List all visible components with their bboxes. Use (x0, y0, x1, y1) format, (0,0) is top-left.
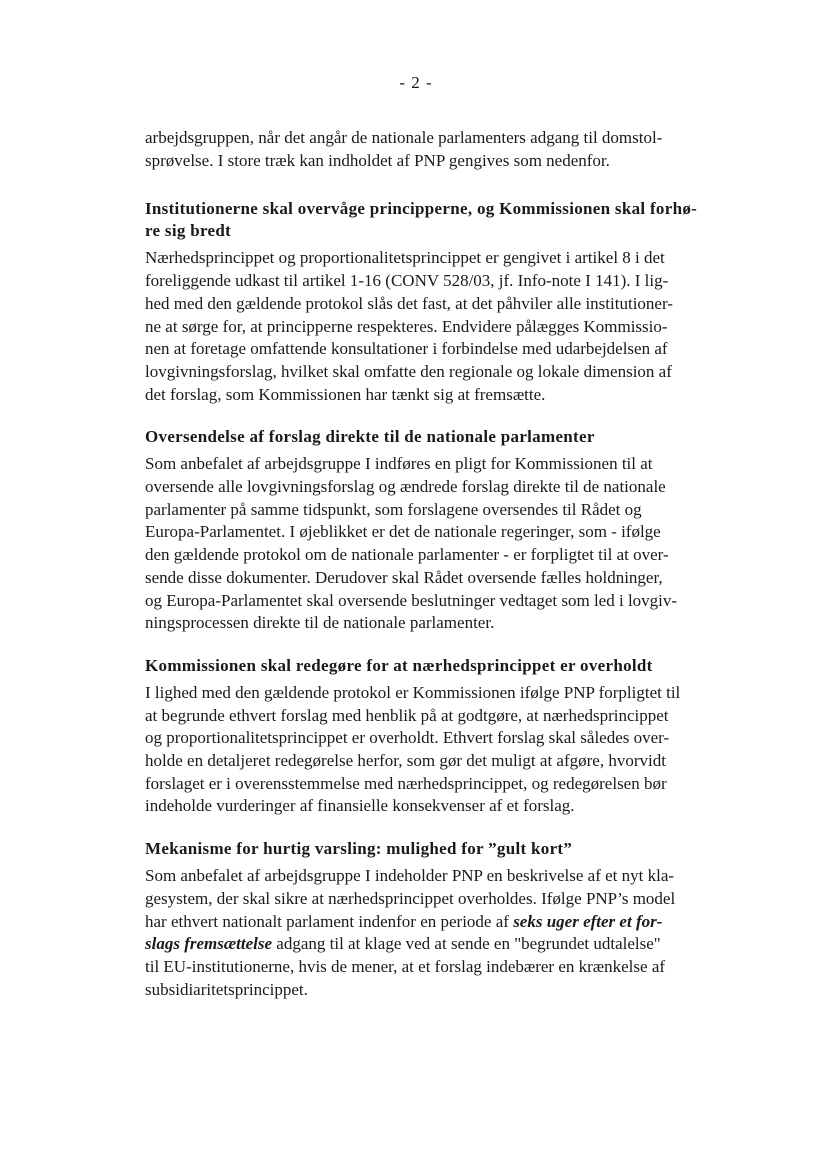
text-line: sende disse dokumenter. Derudover skal Rådet oversende fælles holdninger, (145, 567, 663, 587)
section-heading (145, 838, 745, 860)
section-heading (145, 198, 745, 242)
text-line: og Europa-Parlamentet skal oversende beslutninger vedtaget som led i lovgiv- (145, 590, 678, 610)
section-institutions (145, 198, 745, 406)
text-line-mixed (145, 933, 745, 956)
text-line: nen at foretage omfattende konsultationer i forbindelse med udarbejdelsen af (145, 339, 668, 359)
section-paragraph (145, 453, 745, 635)
emphasis-text: slags fremsættelse (145, 934, 273, 954)
text-line: Som anbefalet af arbejdsgruppe I indeholder PNP en beskrivelse af et nyt kla- (145, 866, 675, 886)
text-line: og proportionalitetsprincippet er overholdt. Ethvert forslag skal således over- (145, 728, 670, 748)
text-line: ningsprocessen direkte til de nationale parlamenter. (145, 613, 495, 633)
text-line: at begrunde ethvert forslag med henblik på at godtgøre, at nærhedsprincippet (145, 705, 669, 725)
heading-line: Oversendelse af forslag direkte til de nationale parlamenter (145, 427, 595, 447)
emphasis-text: seks uger efter et for- (513, 911, 663, 931)
text-line: parlamenter på samme tidspunkt, som forslagene oversendes til Rådet og (145, 499, 642, 519)
section-paragraph (145, 865, 745, 1001)
text-line: oversende alle lovgivningsforslag og ændrede forslag direkte til de nationale (145, 477, 666, 497)
heading-line: Kommissionen skal redegøre for at nærhedsprincippet er overholdt (145, 655, 653, 675)
intro-paragraph (145, 127, 745, 172)
section-paragraph (145, 247, 745, 406)
document-body (145, 127, 745, 1001)
heading-line: re sig bredt (145, 221, 232, 241)
text-line: Nærhedsprincippet og proportionalitetsprincippet er gengivet i artikel 8 i det (145, 248, 665, 268)
heading-line: Institutionerne skal overvåge principperne, og Kommissionen skal forhø- (145, 199, 698, 219)
text-line: den gældende protokol om de nationale parlamenter - er forpligtet til at over- (145, 545, 669, 565)
text-run: adgang til at klage ved at sende en "begrundet udtalelse" (272, 934, 661, 954)
text-run: har ethvert nationalt parlament indenfor en periode af (145, 911, 514, 931)
text-line: hed med den gældende protokol slås det fast, at det påhviler alle institutioner- (145, 293, 673, 313)
text-line: Som anbefalet af arbejdsgruppe I indføres en pligt for Kommissionen til at (145, 454, 653, 474)
heading-line: Mekanisme for hurtig varsling: mulighed for ”gult kort” (145, 839, 573, 859)
section-heading (145, 655, 745, 677)
text-line: subsidiaritetsprincippet. (145, 979, 308, 999)
text-line: arbejdsgruppen, når det angår de nationale parlamenters adgang til domstol- (145, 128, 663, 147)
section-heading (145, 426, 745, 448)
text-line: indeholde vurderinger af finansielle konsekvenser af et forslag. (145, 796, 575, 816)
text-line: forslaget er i overensstemmelse med nærhedsprincippet, og redegørelsen bør (145, 773, 667, 793)
text-line: holde en detaljeret redegørelse herfor, som gør det muligt at afgøre, hvorvidt (145, 751, 666, 771)
text-line: Europa-Parlamentet. I øjeblikket er det de nationale regeringer, som - ifølge (145, 522, 661, 542)
section-subsidiarity-justification (145, 655, 745, 818)
text-line: lovgivningsforslag, hvilket skal omfatte den regionale og lokale dimension af (145, 361, 672, 381)
text-line-mixed (145, 911, 745, 934)
page-number: - 2 - (399, 73, 433, 92)
text-line: I lighed med den gældende protokol er Kommissionen ifølge PNP forpligtet til (145, 682, 681, 702)
section-early-warning (145, 838, 745, 1001)
text-line: foreliggende udkast til artikel 1-16 (CONV 528/03, jf. Info-note I 141). I lig- (145, 271, 669, 291)
text-line: det forslag, som Kommissionen har tænkt sig at fremsætte. (145, 384, 546, 404)
text-line: til EU-institutionerne, hvis de mener, at et forslag indebærer en krænkelse af (145, 956, 666, 976)
text-line: ne at sørge for, at principperne respekteres. Endvidere pålægges Kommissio- (145, 316, 668, 336)
section-forwarding-proposals (145, 426, 745, 635)
text-line: gesystem, der skal sikre at nærhedsprincippet overholdes. Ifølge PNP’s model (145, 888, 676, 908)
section-paragraph (145, 682, 745, 818)
text-line: sprøvelse. I store træk kan indholdet af PNP gengives som nedenfor. (145, 150, 610, 170)
